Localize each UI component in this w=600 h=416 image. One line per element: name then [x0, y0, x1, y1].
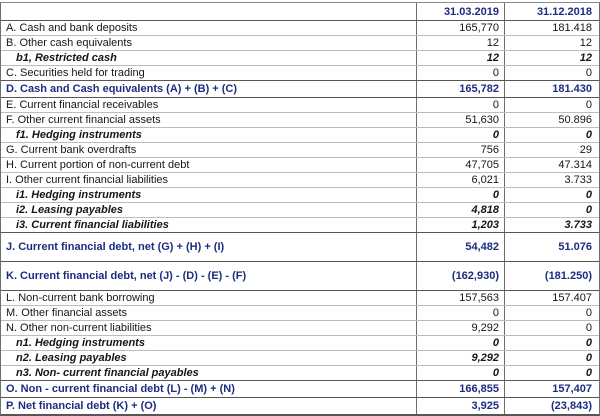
table-row [1, 97, 599, 112]
row-value-2019: 12 [417, 36, 505, 50]
row-value-2018: 181.430 [552, 83, 592, 95]
table-row [1, 112, 599, 127]
row-value-2018: 3.733 [564, 174, 592, 186]
row-value-2019: 4,818 [417, 203, 505, 217]
row-label: B. Other cash equivalents [1, 36, 417, 50]
row-label: E. Current financial receivables [1, 98, 417, 112]
row-value-2019: 0 [417, 188, 505, 202]
row-label: L. Non-current bank borrowing [1, 291, 417, 305]
header-date-2018: 31.12.2018 [536, 5, 592, 18]
row-label: I. Other current financial liabilities [1, 173, 417, 187]
row-value-2019: 165,770 [417, 21, 505, 35]
table-row [1, 232, 599, 261]
header-date-2019: 31.03.2019 [417, 3, 505, 20]
table-row [1, 50, 599, 65]
table-row [1, 142, 599, 157]
table-row [1, 397, 599, 414]
row-value-2018: 0 [585, 337, 592, 349]
row-value-2018: 47.314 [558, 159, 592, 171]
row-value-2018: 0 [585, 322, 592, 334]
table-row [1, 365, 599, 380]
row-value-2019: 1,203 [417, 218, 505, 232]
table-row [1, 127, 599, 142]
table-row [1, 172, 599, 187]
row-value-2019: 0 [417, 98, 505, 112]
table-header-row [1, 3, 599, 20]
row-value-2019: 0 [417, 366, 505, 380]
header-empty-cell [1, 3, 417, 20]
table-row [1, 335, 599, 350]
row-value-2019: 756 [417, 143, 505, 157]
row-value-2018: 0 [585, 204, 592, 216]
row-value-2019: 47,705 [417, 158, 505, 172]
table-row [1, 80, 599, 97]
row-value-2019: 165,782 [417, 81, 505, 97]
table-row [1, 65, 599, 80]
table-row [1, 320, 599, 335]
row-value-2018: 12 [579, 52, 592, 64]
row-value-2018: 0 [585, 99, 592, 111]
row-label: D. Cash and Cash equivalents (A) + (B) + (C) [1, 81, 417, 97]
table-row [1, 187, 599, 202]
table-row [1, 290, 599, 305]
row-value-2019: 166,855 [417, 381, 505, 397]
row-label: N. Other non-current liabilities [1, 321, 417, 335]
row-value-2018: (23,843) [551, 400, 592, 412]
row-label: H. Current portion of non-current debt [1, 158, 417, 172]
row-label: i2. Leasing payables [1, 203, 417, 217]
row-label: C. Securities held for trading [1, 66, 417, 80]
table-body [1, 20, 599, 414]
row-value-2018: 0 [585, 307, 592, 319]
row-label: O. Non - current financial debt (L) - (M) + (N) [1, 381, 417, 397]
row-value-2019: 0 [417, 306, 505, 320]
row-value-2018: 51.076 [558, 241, 592, 253]
row-value-2019: 6,021 [417, 173, 505, 187]
row-value-2018: 157,407 [552, 383, 592, 395]
row-value-2018: 12 [579, 37, 592, 49]
row-value-2018: 157.407 [552, 292, 592, 304]
row-value-2018: 50.896 [558, 114, 592, 126]
row-value-2018: 0 [585, 189, 592, 201]
row-value-2019: 51,630 [417, 113, 505, 127]
row-value-2018: 0 [585, 129, 592, 141]
row-value-2018: 0 [585, 352, 592, 364]
row-value-2018: 0 [585, 67, 592, 79]
row-value-2018: 181.418 [552, 22, 592, 34]
row-value-2019: (162,930) [417, 262, 505, 290]
table-row [1, 305, 599, 320]
row-value-2018: 3.733 [564, 219, 592, 231]
table-row [1, 20, 599, 35]
row-value-2019: 54,482 [417, 233, 505, 261]
row-label: F. Other current financial assets [1, 113, 417, 127]
row-label: P. Net financial debt (K) + (O) [1, 398, 417, 414]
row-value-2019: 12 [417, 51, 505, 65]
row-label: i1. Hedging instruments [1, 188, 417, 202]
row-value-2018: 0 [585, 367, 592, 379]
row-label: n2. Leasing payables [1, 351, 417, 365]
row-label: K. Current financial debt, net (J) - (D) - (E) - (F) [1, 262, 417, 290]
table-row [1, 35, 599, 50]
row-value-2019: 9,292 [417, 321, 505, 335]
row-value-2019: 3,925 [417, 398, 505, 414]
row-value-2019: 157,563 [417, 291, 505, 305]
row-label: f1. Hedging instruments [1, 128, 417, 142]
row-value-2018: 29 [579, 144, 592, 156]
row-label: i3. Current financial liabilities [1, 218, 417, 232]
row-label: A. Cash and bank deposits [1, 21, 417, 35]
row-label: G. Current bank overdrafts [1, 143, 417, 157]
table-row [1, 217, 599, 232]
row-label: n3. Non- current financial payables [1, 366, 417, 380]
table-row [1, 157, 599, 172]
row-value-2018: (181.250) [544, 270, 592, 282]
row-label: J. Current financial debt, net (G) + (H) + (I) [1, 233, 417, 261]
table-row [1, 261, 599, 290]
row-label: n1. Hedging instruments [1, 336, 417, 350]
row-value-2019: 0 [417, 128, 505, 142]
table-row [1, 202, 599, 217]
row-label: b1, Restricted cash [1, 51, 417, 65]
row-value-2019: 9,292 [417, 351, 505, 365]
table-row [1, 380, 599, 397]
table-row [1, 350, 599, 365]
row-value-2019: 0 [417, 336, 505, 350]
row-label: M. Other financial assets [1, 306, 417, 320]
net-financial-debt-table [0, 2, 600, 416]
row-value-2019: 0 [417, 66, 505, 80]
